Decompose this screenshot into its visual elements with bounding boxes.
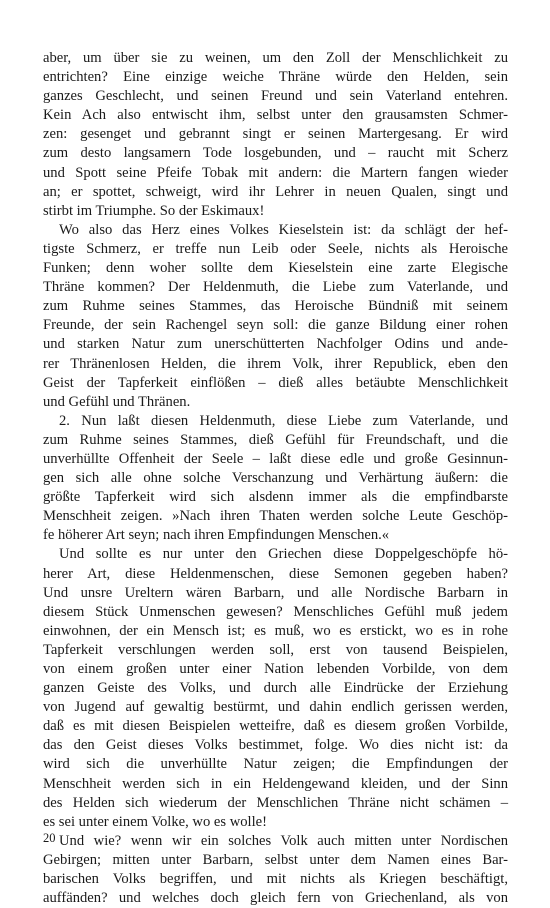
- text-line: zum desto langsamern Tode losgebunden, und – raucht mit Scherz: [43, 145, 508, 162]
- text-line: Funken; denn woher sollte dem Kieselstein eine zarte Elegische: [43, 260, 508, 277]
- text-line: Gebirgen; mitten unter Barbarn, selbst unter dem Namen eines Bar-: [43, 851, 508, 868]
- text-line: wird sich die unverhüllte Natur zeigen; die Empfindungen der: [43, 756, 508, 773]
- text-line: Wo also das Herz eines Volkes Kieselstein ist: da schlägt der hef-: [59, 221, 508, 238]
- text-line: Tapferkeit verschlungen werden soll, erst von tausend Beispielen,: [43, 641, 508, 658]
- text-line: fe höherer Art seyn; nach ihren Empfindungen Menschen.«: [43, 527, 390, 544]
- text-line: es sei unter einem Volke, wo es wolle!: [43, 813, 267, 830]
- text-line: und Gefühl und Thränen.: [43, 393, 191, 410]
- text-line: tigste Schmerz, er treffe nun Leib oder Seele, nichts als Heroische: [43, 240, 508, 257]
- text-line: Menschheit werden sich in ein Heldengewand kleiden, und der Sinn: [43, 775, 508, 792]
- text-line: von Jugend auf gewaltig bestürmt, und dahin endlich gerissen werden,: [43, 699, 508, 716]
- text-line: größte Tapferkeit wird sich alsdenn immer als die empfindbarste: [43, 489, 508, 506]
- text-line: herer Art, diese Heldenmenschen, diese Semonen gegeben haben?: [43, 565, 508, 582]
- page-number: 20: [43, 831, 56, 845]
- body-text: [43, 49, 508, 908]
- text-line: daß es mit diesen Beispielen wetteifre, daß es diesem großen Vorbilde,: [43, 718, 508, 735]
- text-line: Und wie? wenn wir ein solches Volk auch mitten unter Nordischen: [59, 832, 508, 849]
- text-line: einwohnen, der ein Mensch ist; es muß, wo es erstickt, wo es in rohe: [43, 622, 508, 639]
- text-line: das den Geist dieses Volks bestimmet, folge. Wo dies nicht ist: da: [43, 737, 508, 754]
- text-line: ganzes Geschlecht, und seinen Freund und sein Vaterland entehren.: [43, 88, 508, 105]
- text-line: zum Ruhme seines Stammes, das Heroische Bündniß mit seinem: [43, 298, 508, 315]
- text-line: 2. Nun laßt diesen Heldenmuth, diese Liebe zum Vaterlande, und: [59, 412, 508, 429]
- text-line: Thräne kommen? Der Heldenmuth, die Liebe zum Vaterlande, und: [43, 279, 508, 296]
- text-line: stirbt im Triumphe. So der Eskimaux!: [43, 202, 265, 219]
- text-line: entrichten? Eine einzige weiche Thräne würde den Helden, sein: [43, 69, 508, 86]
- text-line: diesem Stück Unmenschen gewesen? Menschliches Gefühl muß jedem: [43, 603, 508, 620]
- text-line: des Helden sich wiederum der Menschlichen Thräne nicht schämen –: [43, 794, 508, 811]
- text-line: gen sich alle ohne solche Verschanzung und Verhärtung äußern: die: [43, 470, 508, 487]
- text-line: unverhüllte Offenheit der Seele – laßt diese edle und große Gesinnun-: [43, 450, 508, 467]
- text-line: rer Thränenlosen Helden, die ihrem Volk, ihrer Republick, eben den: [43, 355, 508, 372]
- text-line: Und unsre Ureltern wären Barbarn, und alle Nordische Barbarn in: [43, 584, 508, 601]
- text-line: auffänden? und welches doch gleich fern von Griechenland, als von: [43, 890, 508, 907]
- text-line: Kein Ach also entwischt ihm, selbst unter den grausamsten Schmer-: [43, 107, 508, 124]
- text-line: barischen Volks begriffen, und mit nichts als Kriegen beschäftigt,: [43, 871, 508, 888]
- text-line: Menschheit zeigen. »Nach ihren Thaten werden solche Leute Geschöp-: [43, 508, 508, 525]
- text-line: an; er spottet, schweigt, wird ihr Lehrer in neuen Qualen, singt und: [43, 183, 508, 200]
- text-line: und starken Natur zum unerschütterten Nachfolger Odins und ande-: [43, 336, 508, 353]
- text-line: und Spott seine Pfeife Tobak mit andern: die Martern fangen wieder: [43, 164, 508, 181]
- text-line: zen: gesenget und gebrannt singt er seinen Martergesang. Er wird: [43, 126, 508, 143]
- text-line: von einem großen unter einer Nation lebenden Vorbilde, von dem: [43, 661, 508, 677]
- text-line: Freunde, der sein Rachengel seyn soll: die ganze Bildung einer rohen: [43, 317, 508, 334]
- text-line: ganzen Geiste des Volks, und durch alle Eindrücke der Erziehung: [43, 680, 508, 697]
- text-line: zum Ruhme seines Stammes, dieß Gefühl für Freundschaft, und die: [43, 431, 508, 448]
- text-line: Geist der Tapferkeit einflößen – dieß alles betäubte Menschlichkeit: [43, 374, 508, 391]
- text-line: Und sollte es nur unter den Griechen diese Doppelgeschöpfe hö-: [59, 546, 508, 563]
- text-line: aber, um über sie zu weinen, um den Zoll der Menschlichkeit zu: [43, 50, 508, 66]
